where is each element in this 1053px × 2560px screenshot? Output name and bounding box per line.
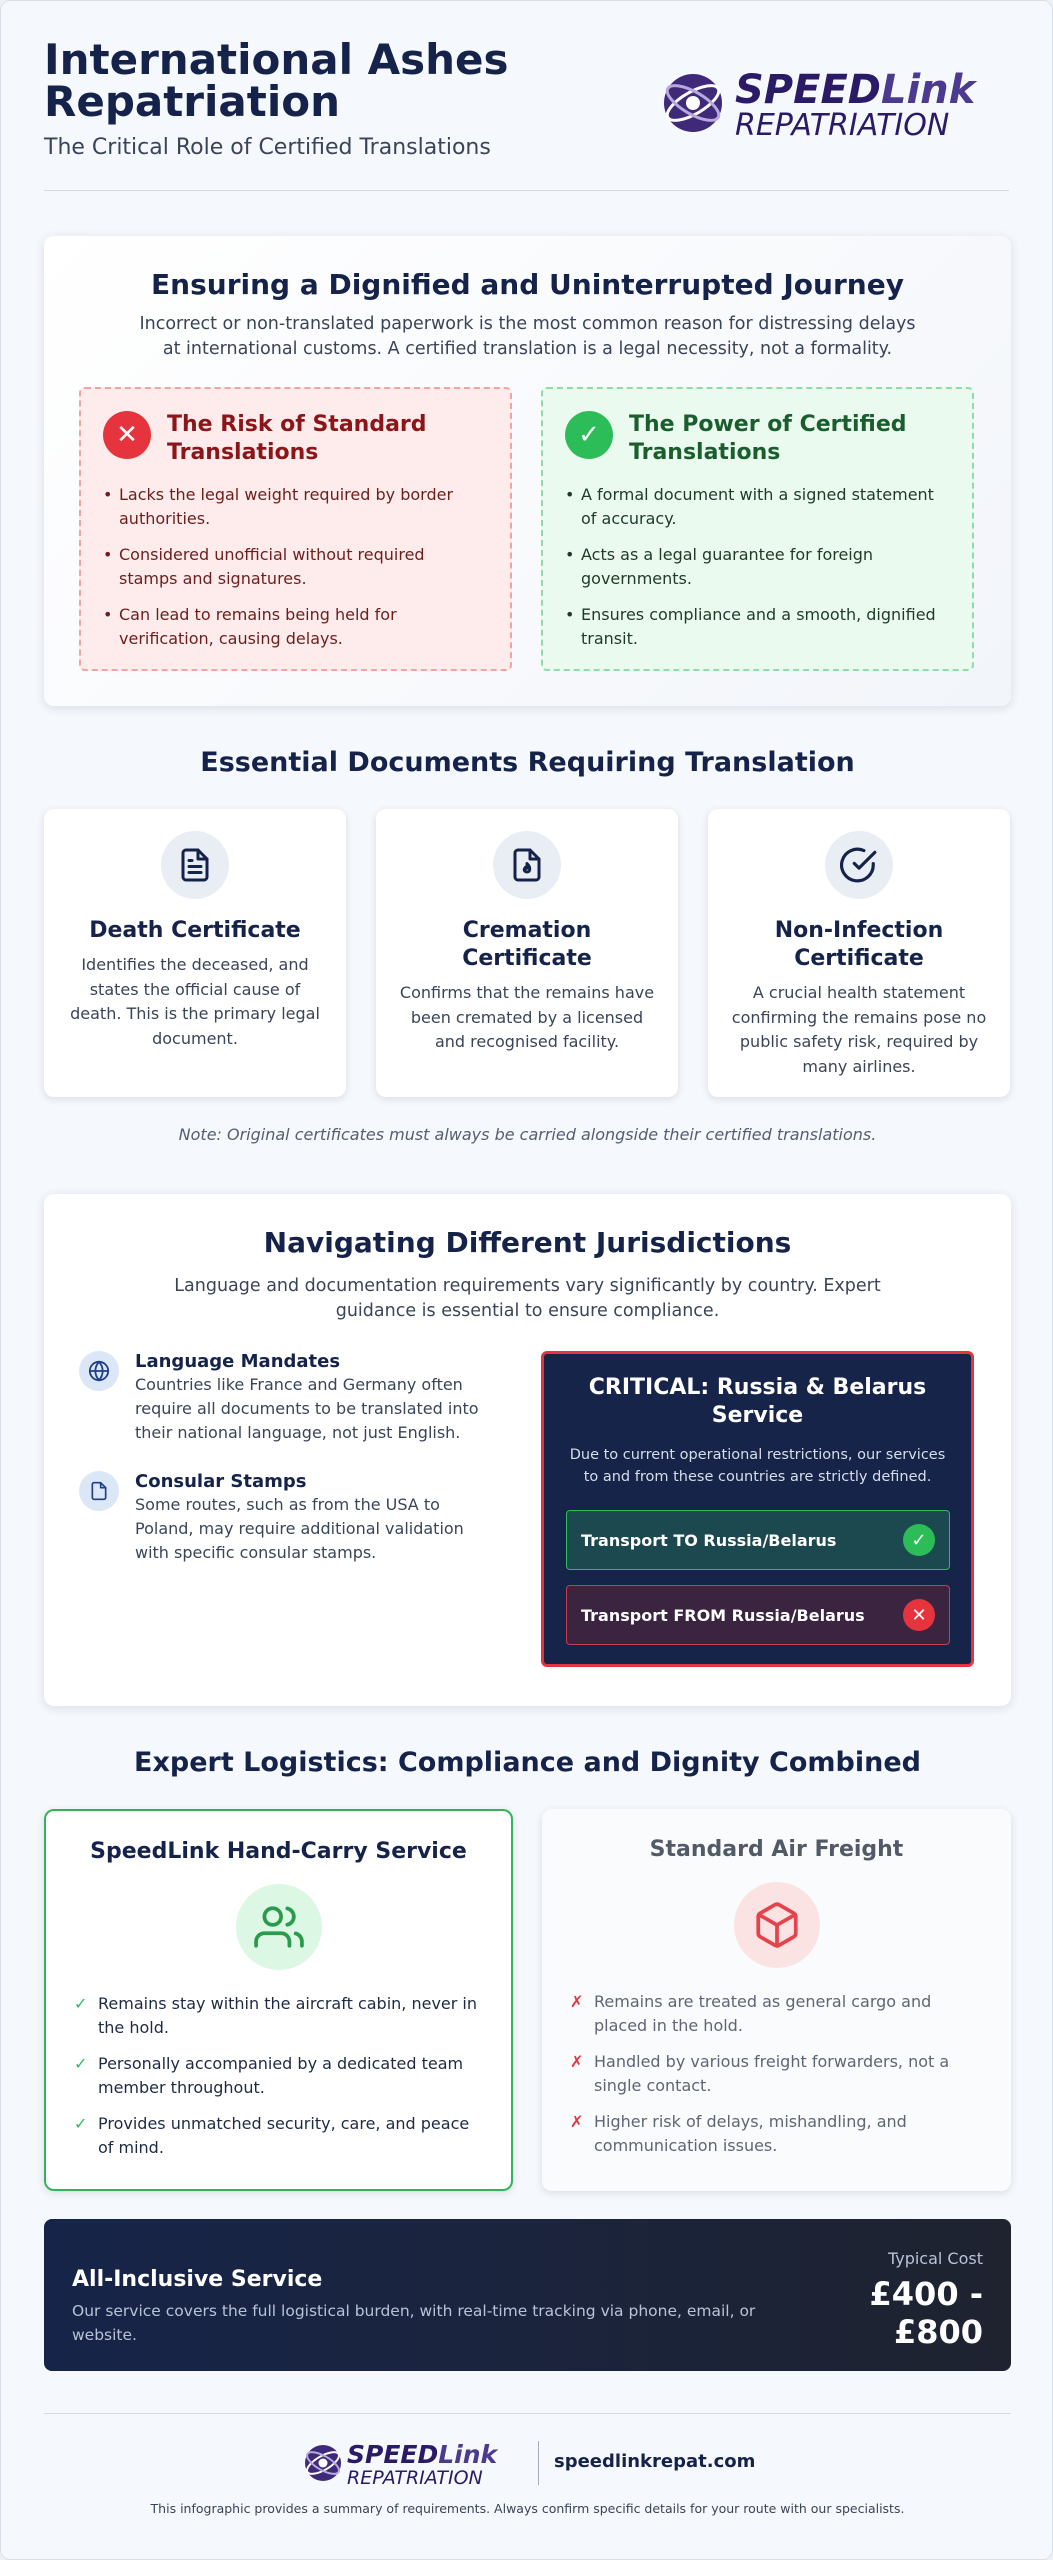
close-icon: ✕ (103, 411, 151, 459)
website-link[interactable]: speedlinkrepat.com (554, 2451, 756, 2472)
air-freight-card (542, 1809, 1011, 2191)
page-subtitle: The Critical Role of Certified Translations (44, 135, 491, 160)
check-icon: ✓ (74, 2054, 88, 2073)
jurisdictions-title: Navigating Different Jurisdictions (263, 1226, 792, 1259)
doc-text: Identifies the deceased, and states the official cause of death. This is the primary legal document. (70, 955, 320, 1048)
banner-text: Our service covers the full logistical burden, with real-time tracking via phone, email, or website. (72, 2302, 756, 2344)
list-item (570, 2050, 983, 2098)
list-item (570, 1990, 983, 2038)
globe-icon (662, 74, 723, 132)
transport-from-row (566, 1585, 950, 1645)
document-fire-icon (493, 831, 561, 899)
check-circle-icon (825, 831, 893, 899)
list-item (74, 1992, 483, 2040)
critical-text: Due to current operational restrictions, our services to and from these countries are strictly defined. (569, 1447, 946, 1485)
cross-icon: ✗ (570, 2052, 584, 2071)
doc-text: Confirms that the remains have been cremated by a licensed and recognised facility. (399, 983, 655, 1051)
document-icon (161, 831, 229, 899)
speedlink-logo (657, 65, 1009, 141)
list-item-text: Handled by various freight forwarders, not a single contact. (594, 2052, 950, 2095)
hand-carry-card (44, 1809, 513, 2191)
footer-divider (44, 2413, 1011, 2414)
svg-text:SPEEDLink: SPEEDLink (735, 67, 976, 113)
check-icon: ✓ (74, 1994, 88, 2013)
doc-title: Death Certificate (89, 918, 301, 943)
page-title: International Ashes Repatriation (44, 35, 509, 126)
juris-item-title: Consular Stamps (135, 1471, 307, 1492)
journey-section (44, 236, 1011, 706)
check-icon: ✓ (74, 2114, 88, 2133)
list-item: • Ensures compliance and a smooth, dignified transit. (565, 603, 950, 651)
banner-title: All-Inclusive Service (72, 2267, 323, 2292)
journey-intro: Incorrect or non-translated paperwork is the most common reason for distressing delays at international customs. A certified translation is a legal necessity, not a formality. (139, 314, 916, 359)
close-icon: ✕ (903, 1599, 935, 1631)
svg-text:REPATRIATION: REPATRIATION (735, 108, 950, 141)
list-item-text: Personally accompanied by a dedicated team member throughout. (98, 2054, 464, 2097)
list-item-text: Remains stay within the aircraft cabin, never in the hold. (98, 1994, 477, 2037)
doc-text: A crucial health statement confirming the remains pose no public safety risk, required by many airlines. (731, 983, 987, 1076)
globe-icon (304, 2445, 342, 2481)
doc-title: Cremation Certificate (462, 918, 592, 971)
cremation-certificate-card (376, 809, 678, 1097)
power-title: The Power of Certified Translations (629, 412, 907, 465)
standard-translation-risk-box (79, 387, 512, 671)
list-item: • Lacks the legal weight required by border authorities. (103, 483, 488, 531)
package-icon (734, 1882, 820, 1968)
file-icon (79, 1471, 119, 1511)
header (44, 1, 1009, 191)
air-freight-title: Standard Air Freight (649, 1837, 904, 1862)
globe-icon (79, 1351, 119, 1391)
footer-separator (538, 2441, 539, 2485)
check-icon: ✓ (565, 411, 613, 459)
juris-item-text: Some routes, such as from the USA to Poland, may require additional validation with specific consular stamps. (135, 1495, 464, 1562)
cost-value: £400 - £800 (869, 2275, 983, 2351)
certified-translation-box (541, 387, 974, 671)
consular-stamps-item (79, 1471, 499, 1565)
all-inclusive-banner (44, 2219, 1011, 2371)
list-item (570, 2110, 983, 2158)
list-item-text: Provides unmatched security, care, and peace of mind. (98, 2114, 470, 2157)
logistics-title: Expert Logistics: Compliance and Dignity Combined (134, 1747, 921, 1778)
transport-to-row (566, 1510, 950, 1570)
list-item-text: Higher risk of delays, mishandling, and communication issues. (594, 2112, 907, 2155)
language-mandates-item (79, 1351, 499, 1445)
juris-item-title: Language Mandates (135, 1351, 341, 1372)
risk-title: The Risk of Standard Translations (167, 412, 427, 465)
speedlink-logo-small (301, 2439, 526, 2487)
journey-title: Ensuring a Dignified and Uninterrupted Journey (151, 268, 904, 301)
jurisdictions-intro: Language and documentation requirements vary significantly by country. Expert guidance is essential to ensure compliance. (174, 1276, 881, 1321)
cost-label: Typical Cost (887, 2249, 983, 2268)
list-item-text: Remains are treated as general cargo and placed in the hold. (594, 1992, 932, 2035)
juris-item-text: Countries like France and Germany often require all documents to be translated into their national language, not just English. (135, 1375, 479, 1442)
cross-icon: ✗ (570, 2112, 584, 2131)
list-item: • Acts as a legal guarantee for foreign governments. (565, 543, 950, 591)
list-item: • A formal document with a signed statement of accuracy. (565, 483, 950, 531)
russia-belarus-critical-box (541, 1351, 974, 1667)
list-item: • Can lead to remains being held for verification, causing delays. (103, 603, 488, 651)
cross-icon: ✗ (570, 1992, 584, 2011)
svg-text:REPATRIATION: REPATRIATION (347, 2467, 483, 2487)
transport-from-label: Transport FROM Russia/Belarus (581, 1605, 865, 1625)
list-item (74, 2112, 483, 2160)
users-icon (236, 1884, 322, 1970)
svg-text:SPEEDLink: SPEEDLink (347, 2440, 498, 2469)
death-certificate-card (44, 809, 346, 1097)
list-item (74, 2052, 483, 2100)
non-infection-certificate-card (708, 809, 1010, 1097)
critical-title: CRITICAL: Russia & Belarus Service (588, 1375, 927, 1428)
doc-title: Non-Infection Certificate (774, 918, 944, 971)
documents-note: Note: Original certificates must always be carried alongside their certified translations. (178, 1125, 877, 1144)
documents-title: Essential Documents Requiring Translation (200, 747, 855, 778)
list-item: • Considered unofficial without required stamps and signatures. (103, 543, 488, 591)
jurisdictions-section (44, 1194, 1011, 1706)
footer-disclaimer: This infographic provides a summary of requirements. Always confirm specific details for your route with our specialists. (150, 2501, 905, 2516)
check-icon: ✓ (903, 1524, 935, 1556)
hand-carry-title: SpeedLink Hand-Carry Service (90, 1839, 467, 1864)
transport-to-label: Transport TO Russia/Belarus (581, 1530, 837, 1550)
